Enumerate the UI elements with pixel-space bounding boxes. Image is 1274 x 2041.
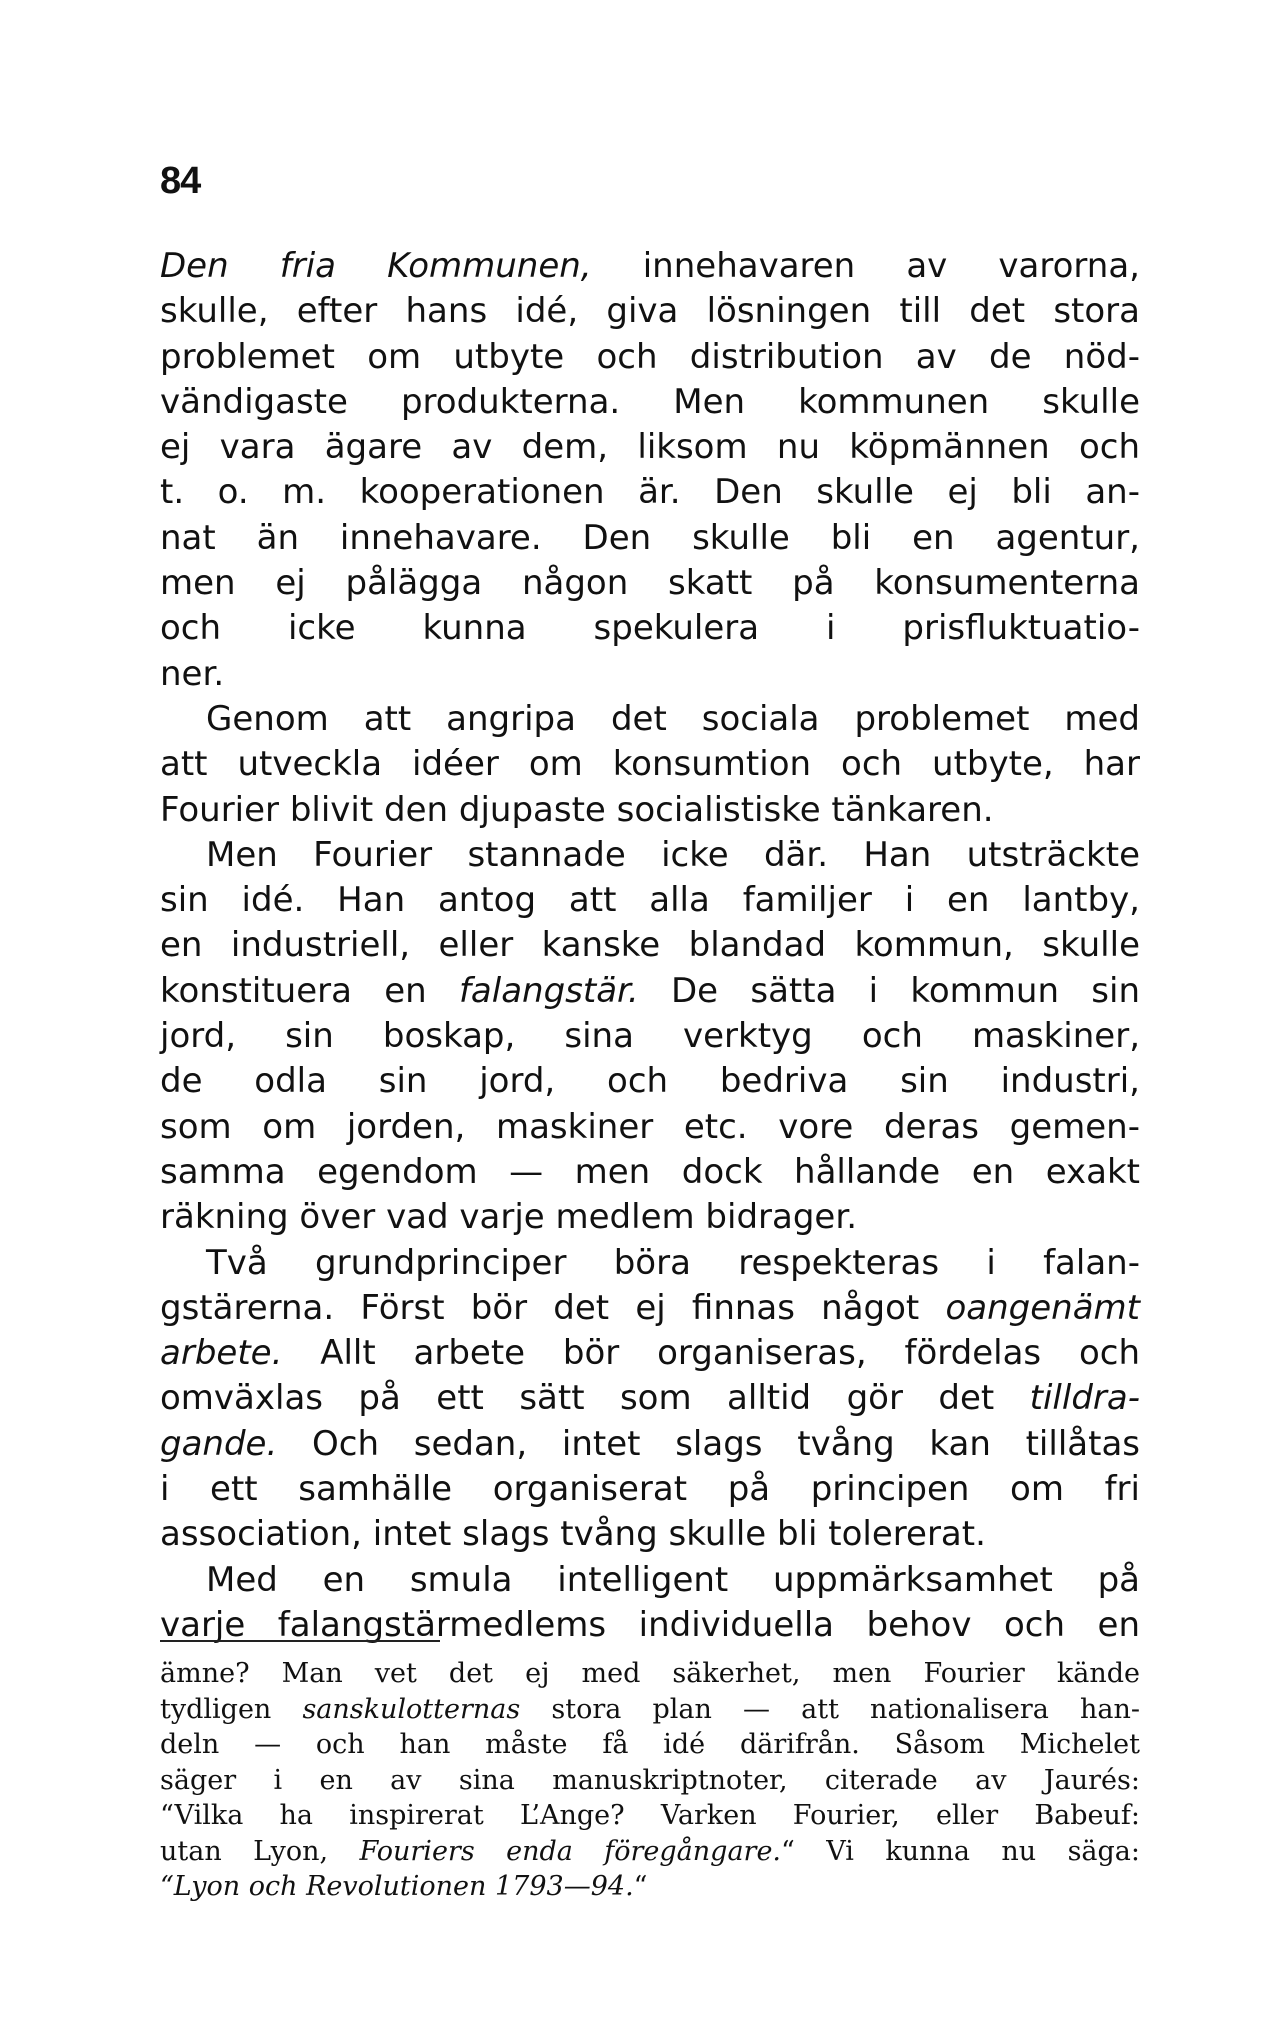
text-run: skulle, efter hans idé, giva lösningen till det stora <box>160 291 1140 332</box>
body-line <box>160 1195 1140 1240</box>
footnote <box>160 1656 1140 1905</box>
body-line <box>160 697 1140 742</box>
text-run: utan Lyon, <box>160 1835 360 1867</box>
footnote-line <box>160 1763 1140 1799</box>
text-run: Med en smula intelligent uppmärksamhet på <box>206 1559 1140 1600</box>
text-run: sin idé. Han antog att alla familjer i en lantby, <box>160 880 1140 921</box>
body-line <box>160 244 1140 289</box>
italic-text: Den fria Kommunen, <box>160 246 592 286</box>
body-line <box>160 561 1140 606</box>
body-line <box>160 1467 1140 1512</box>
text-run: stora plan — att nationalisera han- <box>520 1693 1140 1725</box>
text-run: men ej pålägga någon skatt på konsumenterna <box>160 563 1140 604</box>
text-run: varje falangstärmedlems individuella behov och en <box>160 1604 1140 1645</box>
body-line <box>160 878 1140 923</box>
body-line <box>160 788 1140 833</box>
body-line <box>160 1059 1140 1104</box>
italic-text: oangenämt <box>945 1287 1140 1328</box>
italic-text: “Lyon och Revolutionen 1793—94. <box>160 1871 634 1902</box>
body-text <box>160 244 1140 1648</box>
footnote-line <box>160 1656 1140 1692</box>
text-run: “ <box>633 1871 648 1902</box>
body-line <box>160 516 1140 561</box>
footnote-line <box>160 1798 1140 1834</box>
text-run: deln — och han måste få idé därifrån. Såsom Michelet <box>160 1729 1140 1760</box>
text-run: ämne? Man vet det ej med säkerhet, men Fourier kände <box>160 1658 1140 1689</box>
page-number: 84 <box>160 160 201 202</box>
body-line <box>160 923 1140 968</box>
text-run: i ett samhälle organiserat på principen om fri <box>160 1469 1140 1510</box>
body-line <box>160 1376 1140 1421</box>
text-run: Men Fourier stannade icke där. Han utsträckte <box>206 834 1140 875</box>
footnote-line <box>160 1692 1140 1728</box>
text-run: ej vara ägare av dem, liksom nu köpmännen och <box>160 427 1140 468</box>
body-line <box>160 1558 1140 1603</box>
text-run: Allt arbete bör organiseras, fördelas och <box>282 1333 1140 1374</box>
body-line <box>160 289 1140 334</box>
text-run: gstärerna. Först bör det ej finnas något <box>160 1287 946 1328</box>
body-line <box>160 335 1140 380</box>
text-run: problemet om utbyte och distribution av de nöd- <box>160 336 1140 377</box>
body-line <box>160 969 1140 1014</box>
text-run: tydligen <box>160 1693 303 1725</box>
italic-text: arbete. <box>160 1333 283 1374</box>
text-run: de odla sin jord, och bedriva sin industri, <box>160 1061 1140 1102</box>
text-run: omväxlas på ett sätt som alltid gör det <box>160 1378 1030 1419</box>
text-run: som om jorden, maskiner etc. vore deras gemen- <box>160 1106 1140 1147</box>
italic-text: sanskulotternas <box>302 1693 521 1725</box>
italic-text: falangstär. <box>458 970 639 1011</box>
body-line <box>160 1105 1140 1150</box>
text-run: Två grundprinciper böra respekteras i falan- <box>206 1242 1140 1283</box>
text-run: räkning över vad varje medlem bidrager. <box>160 1197 858 1238</box>
body-line <box>160 1286 1140 1331</box>
body-line <box>160 1512 1140 1557</box>
italic-text: gande. <box>160 1423 278 1464</box>
text-run: ner. <box>160 653 225 694</box>
body-line <box>160 1150 1140 1195</box>
body-line <box>160 425 1140 470</box>
text-run: Genom att angripa det sociala problemet med <box>206 698 1140 739</box>
text-run: association, intet slags tvång skulle bli tolererat. <box>160 1514 986 1555</box>
text-run: nat än innehavare. Den skulle bli en agentur, <box>160 517 1140 558</box>
text-run: jord, sin boskap, sina verktyg och maskiner, <box>160 1016 1140 1057</box>
body-line <box>160 380 1140 425</box>
body-line <box>160 1422 1140 1467</box>
text-run: Fourier blivit den djupaste socialistiske tänkaren. <box>160 789 994 830</box>
text-run: säger i en av sina manuskriptnoter, citerade av Jaurés: <box>160 1764 1140 1796</box>
body-line <box>160 742 1140 787</box>
body-line <box>160 606 1140 651</box>
text-run: konstituera en <box>160 970 459 1011</box>
text-run: att utveckla idéer om konsumtion och utbyte, har <box>160 744 1140 785</box>
text-run: t. o. m. kooperationen är. Den skulle ej bli an- <box>160 472 1140 513</box>
text-run: samma egendom — men dock hållande en exakt <box>160 1151 1140 1192</box>
body-line <box>160 1331 1140 1376</box>
italic-text: Fouriers enda föregångare. <box>359 1835 782 1867</box>
text-run: en industriell, eller kanske blandad kommun, skulle <box>160 925 1140 966</box>
text-run: De sätta i kommun sin <box>638 970 1140 1011</box>
text-run: Och sedan, intet slags tvång kan tillåtas <box>277 1423 1140 1464</box>
footnote-divider <box>160 1640 440 1642</box>
body-line <box>160 1241 1140 1286</box>
body-line <box>160 833 1140 878</box>
footnote-line <box>160 1834 1140 1870</box>
text-run: “ Vi kunna nu säga: <box>781 1835 1140 1867</box>
body-line <box>160 470 1140 515</box>
text-run: och icke kunna spekulera i prisfluktuatio- <box>160 608 1140 649</box>
body-line <box>160 1014 1140 1059</box>
text-run: innehavaren av varorna, <box>591 246 1140 286</box>
italic-text: tilldra- <box>1029 1378 1140 1419</box>
text-run: vändigaste produkterna. Men kommunen skulle <box>160 381 1140 422</box>
body-line <box>160 652 1140 697</box>
footnote-line <box>160 1869 1140 1905</box>
footnote-line <box>160 1727 1140 1763</box>
text-run: “Vilka ha inspirerat L’Ange? Varken Fourier, eller Babeuf: <box>160 1800 1140 1831</box>
